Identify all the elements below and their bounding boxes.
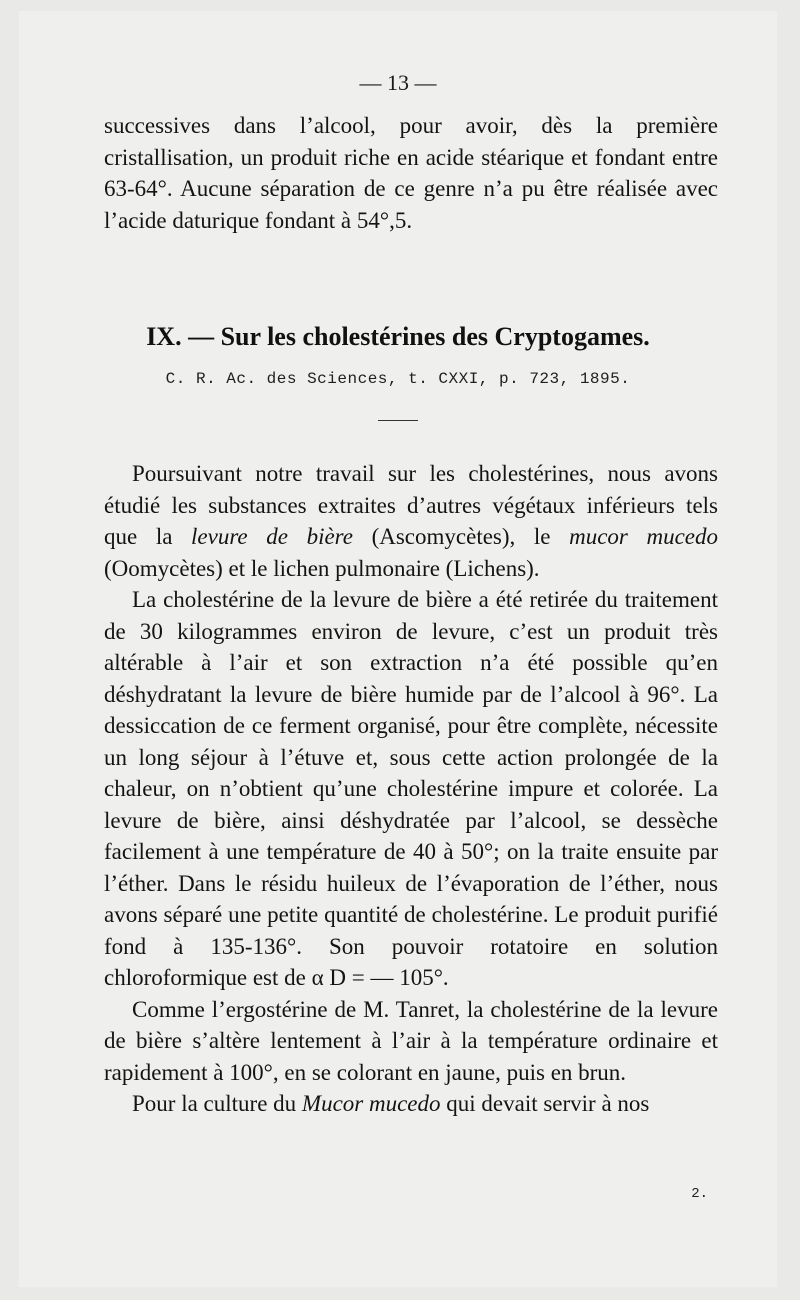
- paragraph-1-text-b: (Ascomycètes), le: [352, 524, 570, 549]
- paragraph-1: [104, 458, 718, 584]
- paragraph-1-italic-2: mucor mucedo: [569, 524, 719, 549]
- body-text: [104, 458, 718, 1120]
- signature-mark: 2.: [691, 1186, 708, 1202]
- book-page: [18, 10, 778, 1288]
- paragraph-1-text-c: (Oomycètes) et le lichen pulmonaire (Lichens).: [104, 555, 540, 581]
- paragraph-2: La cholestérine de la levure de bière a été retirée du traitement de 30 kilogrammes environ de levure, c’est un produit très altérable à l’air et son extraction n’a été possible qu’en déshydratant la levure de bière humide par de l’alcool à 96°. La dessiccation de ce ferment organisé, pour être complète, nécessite un long séjour à l’étuve et, sous cette action prolongée de la chaleur, on n’obtient qu’une cholestérine impure et colorée. La levure de bière, ainsi déshydratée par l’alcool, se dessèche facilement à une température de 40 à 50°; on la traite ensuite par l’éther. Dans le résidu huileux de l’évaporation de l’éther, nous avons séparé une petite quantité de cholestérine. Le produit purifié fond à 135-136°. Son pouvoir rotatoire en solution chloroformique est de α D = — 105°.: [104, 587, 718, 990]
- section-title: IX. — Sur les cholestérines des Cryptogames.: [146, 322, 650, 351]
- opening-paragraph-block: [104, 110, 718, 236]
- paragraph-4-text-b: qui devait servir à nos: [440, 1091, 650, 1116]
- paragraph-4: [104, 1088, 718, 1120]
- page-number: — 13 —: [359, 70, 437, 95]
- paragraph-1-text-a: Poursuivant notre travail sur les cholestérines, nous avons étudié les substances extraites d’autres végétaux inférieurs tels que la: [104, 461, 718, 549]
- paragraph-1-italic-1: levure de bière: [191, 524, 353, 549]
- opening-paragraph: successives dans l’alcool, pour avoir, dès la première cristallisation, un produit riche en acide stéarique et fondant entre 63-64°. Aucune séparation de ce genre n’a pu être réalisée avec l’acide daturique fondant à 54°,5.: [104, 113, 718, 233]
- paragraph-4-text-a: Pour la culture du: [132, 1091, 302, 1116]
- paragraph-4-italic: Mucor mucedo: [301, 1091, 441, 1116]
- section-divider: [378, 420, 418, 421]
- reference-citation: C. R. Ac. des Sciences, t. CXXI, p. 723, 1895.: [165, 370, 631, 388]
- paragraph-3: Comme l’ergostérine de M. Tanret, la cholestérine de la levure de bière s’altère lentement à l’air à la température ordinaire et rapidement à 100°, en se colorant en jaune, puis en brun.: [104, 996, 718, 1085]
